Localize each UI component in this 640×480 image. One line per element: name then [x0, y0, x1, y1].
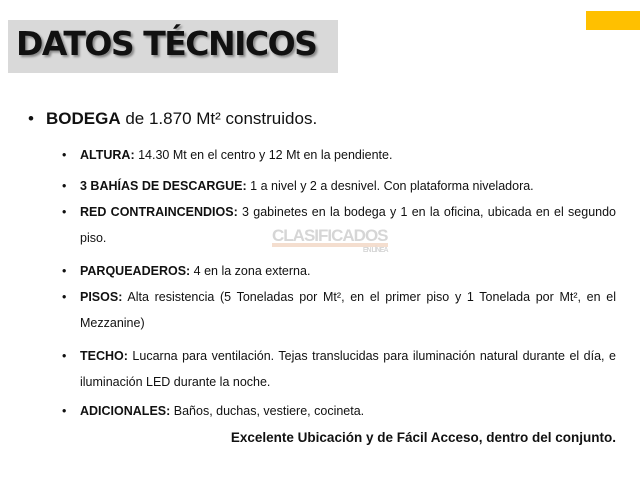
spec-text: Baños, duchas, vestiere, cocineta. — [170, 404, 365, 418]
page-title: DATOS TÉCNICOS — [16, 24, 317, 63]
spec-item — [62, 284, 616, 336]
spec-text: 3 gabinetes en la bodega y 1 en la oficina, ubicada en el segundo piso. — [80, 205, 617, 245]
spec-text: Alta resistencia (5 Toneladas por Mt², en el primer piso y 1 Tonelada por Mt², en el Mezzanine) — [80, 290, 616, 330]
spec-item — [62, 258, 616, 284]
spec-text: 14.30 Mt en el centro y 12 Mt en la pendiente. — [134, 148, 393, 162]
main-bullet-text: de 1.870 Mt² construidos. — [120, 109, 318, 128]
spec-text: Lucarna para ventilación. Tejas translucidas para iluminación natural durante el día, e iluminación LED durante la noche. — [80, 349, 616, 389]
spec-list — [62, 142, 616, 424]
spec-label: PARQUEADEROS: — [80, 264, 191, 278]
spec-label: TECHO: — [80, 349, 128, 363]
spec-label: PISOS: — [80, 290, 123, 304]
watermark-sub: EN LÍNEA — [272, 243, 388, 254]
spec-text: 1 a nivel y 2 a desnivel. Con plataforma niveladora. — [246, 179, 534, 193]
spec-text: 4 en la zona externa. — [190, 264, 311, 278]
watermark-main: CLASIFICADOS — [272, 226, 388, 245]
spec-label: ALTURA: — [80, 148, 135, 162]
closing-statement: Excelente Ubicación y de Fácil Acceso, dentro del conjunto. — [230, 430, 616, 445]
bullet-icon: • — [28, 109, 34, 128]
spec-item — [62, 398, 616, 424]
main-bullet — [28, 109, 317, 129]
spec-item — [62, 142, 616, 168]
spec-label: 3 BAHÍAS DE DESCARGUE: — [80, 179, 247, 193]
accent-bar — [586, 11, 640, 30]
spec-item — [62, 343, 616, 395]
main-bullet-bold: BODEGA — [46, 109, 121, 128]
spec-label: ADICIONALES: — [80, 404, 171, 418]
watermark-logo — [272, 226, 388, 254]
spec-label: RED CONTRAINCENDIOS: — [80, 205, 238, 219]
spec-item — [62, 173, 616, 199]
